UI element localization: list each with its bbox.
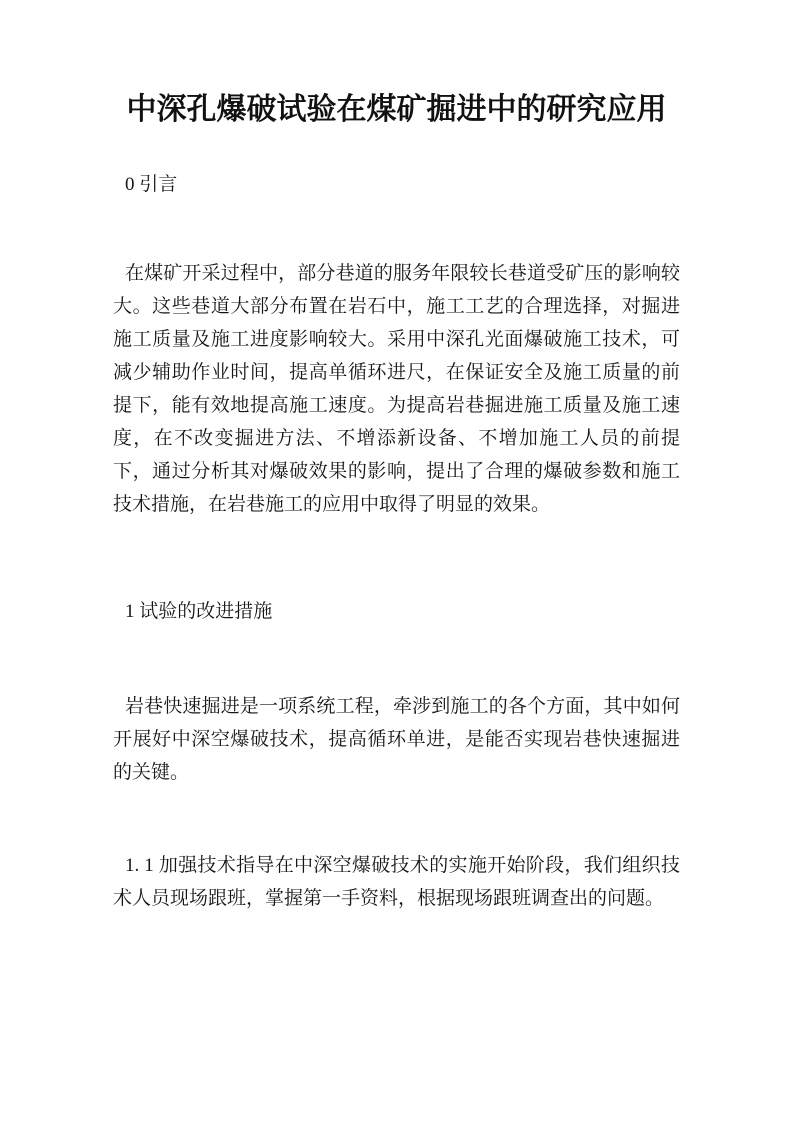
section-heading-introduction: 0 引言 xyxy=(125,174,178,195)
document-title: 中深孔爆破试验在煤矿掘进中的研究应用 xyxy=(126,93,667,126)
paragraph-introduction: 在煤矿开采过程中，部分巷道的服务年限较长巷道受矿压的影响较大。这些巷道大部分布置在岩石中，施工工艺的合理选择，对掘进施工质量及施工进度影响较大。采用中深孔光面爆破施工技术，可减少辅助作业时间，提高单循环进尺，在保证安全及施工质量的前提下，能有效地提高施工速度。为提高岩巷掘进施工质量及施工速度，在不改变掘进方法、不增添新设备、不增加施工人员的前提下，通过分析其对爆破效果的影响，提出了合理的爆破参数和施工技术措施，在岩巷施工的应用中取得了明显的效果。 xyxy=(113,263,680,515)
paragraph-rapid-excavation: 岩巷快速掘进是一项系统工程，牵涉到施工的各个方面，其中如何开展好中深空爆破技术，提高循环单进，是能否实现岩巷快速掘进的关键。 xyxy=(113,696,680,783)
section-heading-test-improvement-measures: 1 试验的改进措施 xyxy=(125,601,273,622)
paragraph-technical-guidance: 1. 1 加强技术指导在中深空爆破技术的实施开始阶段，我们组织技术人员现场跟班，掌握第一手资料，根据现场跟班调查出的问题。 xyxy=(113,855,680,909)
